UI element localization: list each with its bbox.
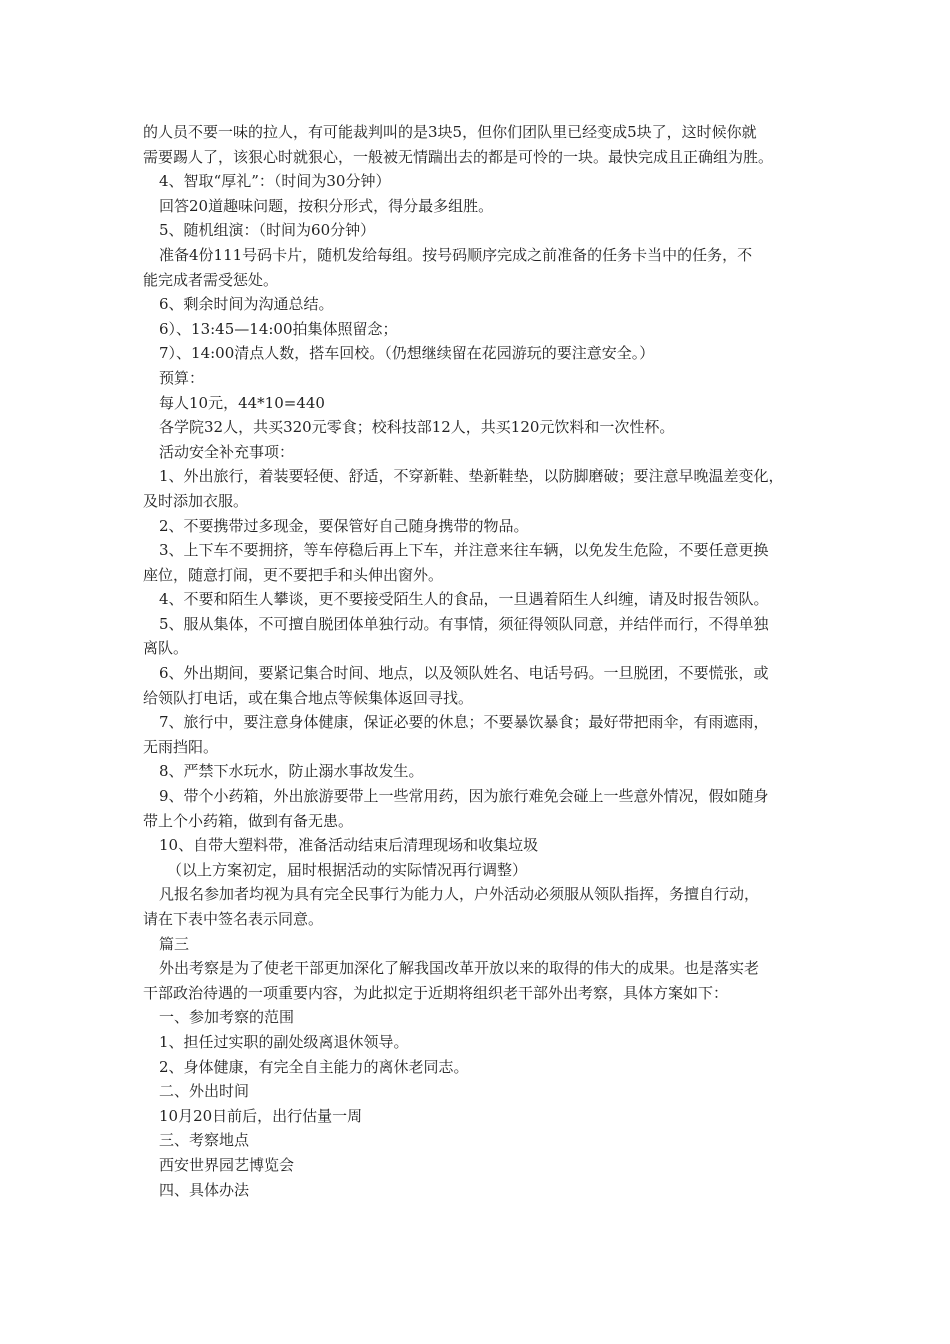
text-line: 3、上下车不要拥挤，等车停稳后再上下车，并注意来往车辆，以免发生危险，不要任意更换: [159, 541, 769, 560]
text-line: 西安世界园艺博览会: [159, 1155, 295, 1174]
document-body: [143, 120, 823, 1202]
text-line: 7、旅行中，要注意身体健康，保证必要的休息；不要暴饮暴食；最好带把雨伞，有雨遮雨，: [159, 713, 769, 732]
text-line: 10、自带大塑料带，准备活动结束后清理现场和收集垃圾: [159, 836, 539, 855]
text-line: 三、考察地点: [159, 1131, 250, 1150]
text-line: 10月20日前后，出行估量一周: [159, 1106, 363, 1125]
text-line: 请在下表中签名表示同意。: [143, 910, 324, 928]
text-line: 座位，随意打闹，更不要把手和头伸出窗外。: [143, 565, 444, 584]
text-line: 回答20道趣味问题，按积分形式，得分最多组胜。: [159, 196, 494, 215]
text-line: 每人10元，44*10=440: [159, 393, 325, 412]
text-line: 6）、13:45—14:00拍集体照留念；: [159, 319, 398, 338]
text-line: 带上个小药箱，做到有备无患。: [143, 811, 354, 830]
text-line: 需要踢人了，该狠心时就狠心，一般被无情踹出去的都是可怜的一块。最快完成且正确组为胜。: [143, 147, 774, 166]
text-line: 5、服从集体，不可擅自脱团体单独行动。有事情，须征得领队同意，并结伴而行，不得单独: [159, 614, 769, 633]
text-line: 无雨挡阳。: [143, 737, 219, 756]
text-line: 给领队打电话，或在集合地点等候集体返回寻找。: [143, 688, 474, 707]
text-line: 篇三: [159, 934, 190, 953]
text-line: 四、具体办法: [159, 1180, 250, 1199]
text-line: 的人员不要一味的拉人，有可能裁判叫的是3块5，但你们团队里已经变成5块了，这时候你就: [143, 123, 757, 141]
text-line: 2、不要携带过多现金，要保管好自己随身携带的物品。: [159, 516, 529, 535]
text-line: 离队。: [143, 639, 189, 658]
text-line: 及时添加衣服。: [143, 491, 249, 510]
text-line: 各学院32人，共买320元零食；校科技部12人，共买120元饮料和一次性杯。: [159, 418, 675, 437]
text-line: 准备4份111号码卡片，随机发给每组。按号码顺序完成之前准备的任务卡当中的任务，不: [159, 245, 753, 264]
text-line: 2、身体健康，有完全自主能力的离休老同志。: [159, 1057, 469, 1076]
text-line: 9、带个小药箱，外出旅游要带上一些常用药，因为旅行难免会碰上一些意外情况，假如随身: [159, 787, 769, 806]
text-line: 1、担任过实职的副处级离退休领导。: [159, 1032, 409, 1051]
text-line: 预算：: [159, 368, 205, 387]
text-line: 干部政治待遇的一项重要内容，为此拟定于近期将组织老干部外出考察，具体方案如下：: [143, 983, 729, 1002]
text-line: 6、外出期间，要紧记集合时间、地点，以及领队姓名、电话号码。一旦脱团，不要慌张，或: [159, 664, 769, 683]
text-line: 一、参加考察的范围: [159, 1008, 295, 1027]
text-line: 4、智取“厚礼”：（时间为30分钟）: [159, 172, 391, 191]
text-line: 4、不要和陌生人攀谈，更不要接受陌生人的食品，一旦遇着陌生人纠缠，请及时报告领队。: [159, 590, 769, 609]
text-line: 外出考察是为了使老干部更加深化了解我国改革开放以来的取得的伟大的成果。也是落实老: [159, 959, 760, 978]
text-line: 活动安全补充事项：: [159, 442, 295, 461]
text-line: 7）、14:00清点人数，搭车回校。（仍想继续留在花园游玩的要注意安全。）: [159, 344, 655, 363]
text-line: 8、严禁下水玩水，防止溺水事故发生。: [159, 762, 424, 781]
text-line: 6、剩余时间为沟通总结。: [159, 295, 334, 314]
text-line: 凡报名参加者均视为具有完全民事行为能力人，户外活动必须服从领队指挥，务擅自行动，: [159, 885, 760, 904]
text-line: 5、随机组演：（时间为60分钟）: [159, 221, 376, 240]
text-line: 能完成者需受惩处。: [143, 270, 279, 289]
text-line: （以上方案初定，届时根据活动的实际情况再行调整）: [167, 860, 528, 879]
text-line: 二、外出时间: [159, 1082, 250, 1101]
text-line: 1、外出旅行，着装要轻便、舒适，不穿新鞋、垫新鞋垫，以防脚磨破；要注意早晚温差变化，: [159, 467, 784, 486]
